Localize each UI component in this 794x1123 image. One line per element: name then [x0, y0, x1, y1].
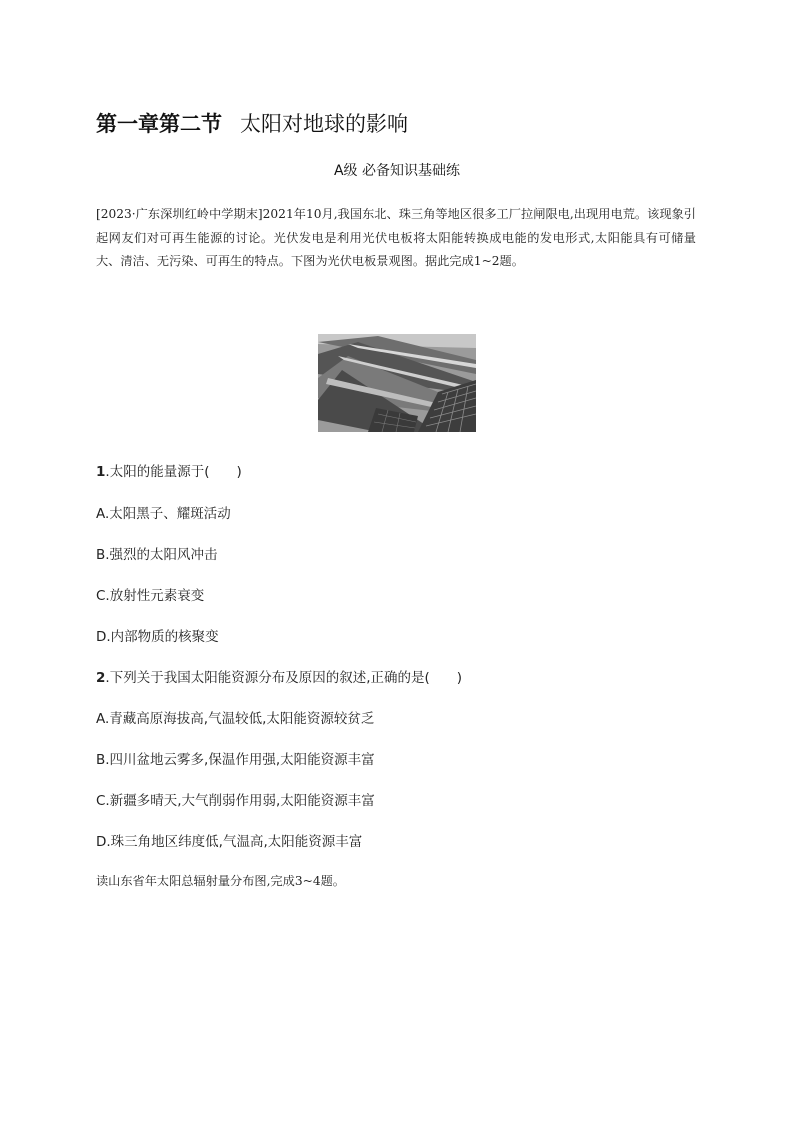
option-2b: B.四川盆地云雾多,保温作用强,太阳能资源丰富 — [96, 752, 375, 768]
option-2a: A.青藏高原海拔高,气温较低,太阳能资源较贫乏 — [96, 711, 375, 727]
solar-panel-photo-icon — [318, 334, 476, 432]
next-question-prompt: 读山东省年太阳总辐射量分布图,完成3~4题。 — [96, 874, 345, 888]
question-stem: .下列关于我国太阳能资源分布及原因的叙述,正确的是( ) — [105, 670, 463, 686]
page-title — [96, 108, 408, 138]
title-topic: 太阳对地球的影响 — [240, 112, 408, 136]
question-number: 1 — [96, 464, 106, 480]
intro-paragraph: [2023·广东深圳红岭中学期末]2021年10月,我国东北、珠三角等地区很多工厂拉闸限电,出现用电荒。该现象引起网友们对可再生能源的讨论。光伏发电是利用光伏电板将太阳能转换成电能的发电形式,太阳能具有可储量大、清洁、无污染、可再生的特点。下图为光伏电板景观图。据此完成1~2题。 — [96, 207, 696, 268]
option-1a: A.太阳黑子、耀斑活动 — [96, 506, 231, 522]
option-2d: D.珠三角地区纬度低,气温高,太阳能资源丰富 — [96, 834, 363, 850]
option-1c: C.放射性元素衰变 — [96, 588, 205, 604]
option-1d: D.内部物质的核聚变 — [96, 629, 219, 645]
option-2c: C.新疆多晴天,大气削弱作用弱,太阳能资源丰富 — [96, 793, 375, 809]
option-1b: B.强烈的太阳风冲击 — [96, 547, 218, 563]
question-1 — [96, 460, 242, 480]
title-section: 第一章第二节 — [96, 112, 222, 136]
question-stem: .太阳的能量源于( ) — [105, 464, 242, 480]
question-2 — [96, 666, 462, 686]
solar-panel-photo — [318, 334, 476, 432]
question-number: 2 — [96, 670, 106, 686]
level-heading: A级 必备知识基础练 — [333, 163, 461, 179]
